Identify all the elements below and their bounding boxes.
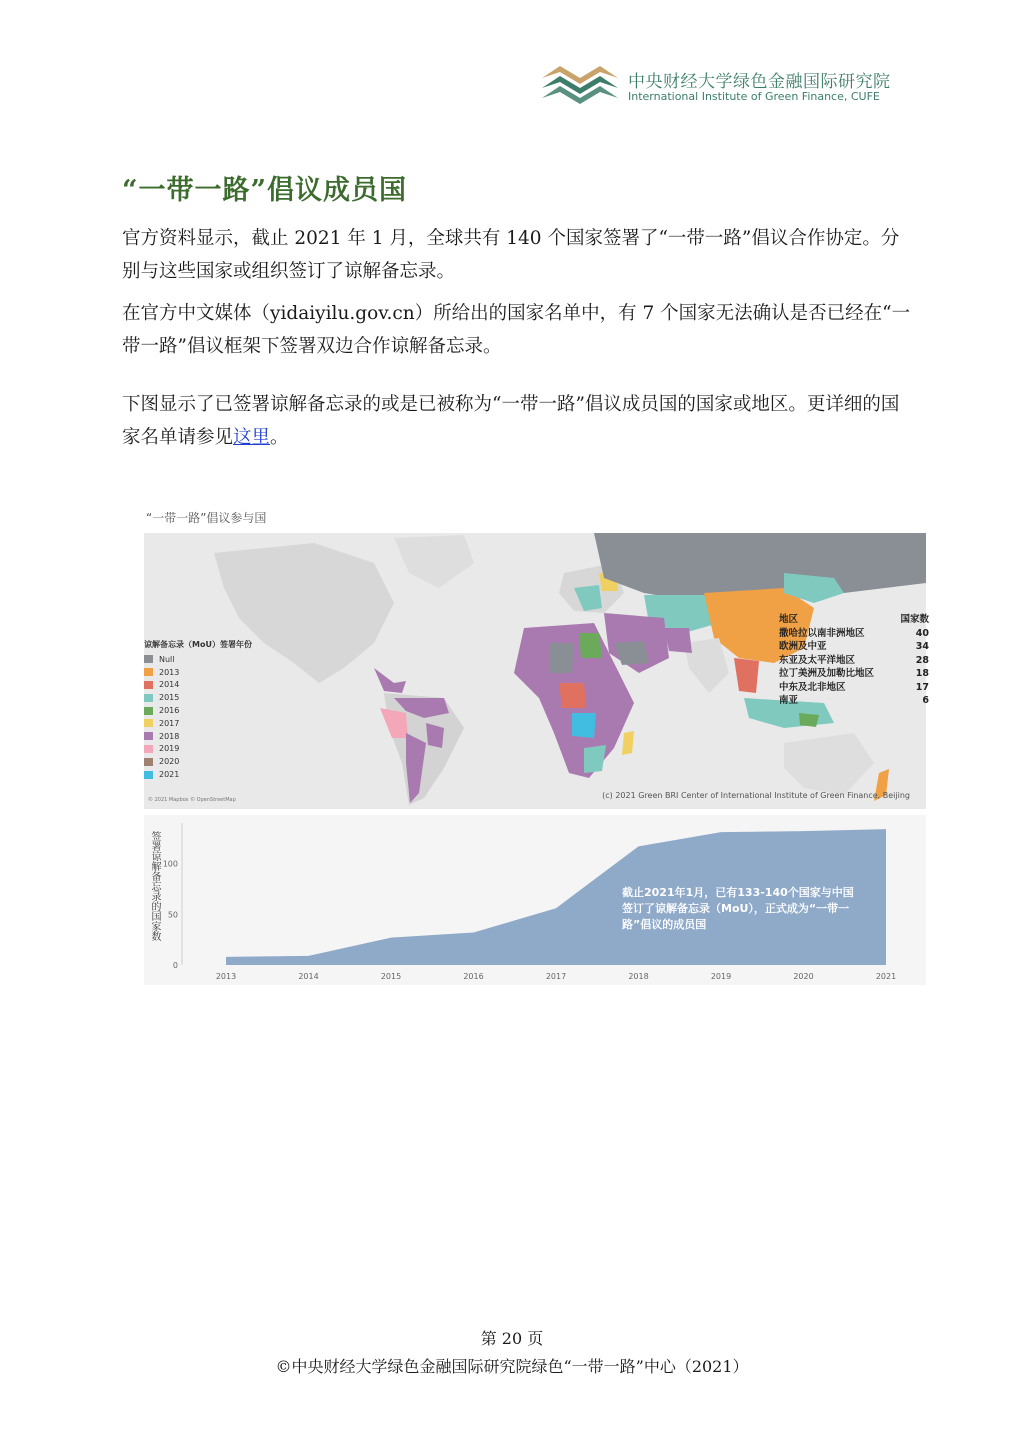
legend-item bbox=[144, 755, 274, 768]
legend-item bbox=[144, 704, 274, 717]
x-tick-label: 2017 bbox=[545, 972, 567, 981]
x-tick-label: 2016 bbox=[463, 972, 484, 981]
legend-swatch bbox=[144, 719, 153, 727]
legend-swatch bbox=[144, 707, 153, 715]
y-axis-label: 签署谅解备忘录的国家数 bbox=[149, 831, 160, 941]
legend-label: 2021 bbox=[159, 770, 180, 780]
legend-label: 2013 bbox=[159, 667, 180, 677]
legend-swatch bbox=[144, 758, 153, 766]
region-row bbox=[779, 640, 929, 654]
map-legend bbox=[144, 639, 274, 781]
logo-mark-icon bbox=[538, 58, 622, 110]
logo-cn-text: 中央财经大学绿色金融国际研究院 bbox=[628, 72, 891, 92]
logo-en-text: International Institute of Green Finance, CUFE bbox=[628, 90, 880, 103]
x-tick-label: 2019 bbox=[710, 972, 732, 981]
x-tick-label: 2018 bbox=[628, 972, 649, 981]
copyright: ©中央财经大学绿色金融国际研究院绿色“一带一路”中心（2021） bbox=[275, 1357, 749, 1376]
legend-swatch bbox=[144, 732, 153, 740]
region-row bbox=[779, 681, 929, 695]
region-count: 17 bbox=[915, 681, 929, 693]
legend-swatch bbox=[144, 694, 153, 702]
x-tick-label: 2020 bbox=[793, 972, 814, 981]
legend-label: 2015 bbox=[159, 693, 180, 703]
region-count: 34 bbox=[915, 641, 929, 652]
legend-swatch bbox=[144, 681, 153, 689]
mou-area-chart bbox=[144, 815, 926, 985]
figure bbox=[140, 505, 930, 985]
region-count: 40 bbox=[915, 627, 929, 639]
world-map bbox=[144, 533, 929, 809]
region-name: 拉丁美洲及加勒比地区 bbox=[779, 668, 875, 679]
x-tick-label: 2021 bbox=[875, 972, 897, 981]
count-header: 国家数 bbox=[900, 614, 929, 625]
region-name: 中东及北非地区 bbox=[779, 681, 846, 693]
legend-label: Null bbox=[159, 654, 175, 664]
country-list-link[interactable]: 这里 bbox=[233, 427, 271, 448]
logo bbox=[538, 58, 898, 114]
y-tick-label: 50 bbox=[167, 910, 178, 920]
paragraph-2: 在官方中文媒体（yidaiyilu.gov.cn）所给出的国家名单中，有 7 个国家无法确认是否已经在“一带一路”倡议框架下签署双边合作谅解备忘录。 bbox=[122, 303, 911, 357]
region-row bbox=[779, 654, 929, 668]
paragraph-1: 官方资料显示，截止 2021 年 1 月，全球共有 140 个国家签署了“一带一路”倡议合作协定。分别与这些国家或组织签订了谅解备忘录。 bbox=[122, 228, 900, 282]
region-row bbox=[779, 627, 929, 641]
legend-item bbox=[144, 768, 274, 781]
page-number: 第 20 页 bbox=[480, 1329, 544, 1348]
region-name: 撒哈拉以南非洲地区 bbox=[779, 627, 865, 639]
legend-label: 2018 bbox=[159, 731, 180, 741]
region-count: 18 bbox=[915, 668, 929, 679]
region-row bbox=[779, 694, 929, 708]
region-count: 6 bbox=[922, 695, 929, 706]
legend-swatch bbox=[144, 655, 153, 663]
legend-swatch bbox=[144, 668, 153, 676]
legend-swatch bbox=[144, 745, 153, 753]
legend-label: 2019 bbox=[159, 744, 180, 754]
legend-label: 2017 bbox=[159, 718, 180, 728]
paragraph-3-text: 下图显示了已签署谅解备忘录的或是已被称为“一带一路”倡议成员国的国家或地区。更详细的国家名单请参见 bbox=[122, 394, 900, 448]
legend-label: 2020 bbox=[159, 757, 180, 767]
map-credit: (c) 2021 Green BRI Center of International Institute of Green Finance, Beijing bbox=[602, 791, 910, 800]
legend-label: 2016 bbox=[159, 706, 180, 716]
paragraph-3 bbox=[122, 388, 912, 454]
chart-annotation: 截止2021年1月，已有133-140个国家与中国签订了谅解备忘录（MoU），正式成为“一带一路”倡议的成员国 bbox=[622, 886, 854, 931]
legend-item bbox=[144, 743, 274, 756]
section-title: “一带一路”倡议成员国 bbox=[122, 175, 408, 206]
legend-item bbox=[144, 730, 274, 743]
legend-item bbox=[144, 717, 274, 730]
legend-label: 2014 bbox=[159, 680, 180, 690]
region-count: 28 bbox=[915, 654, 929, 666]
y-tick-label: 100 bbox=[162, 859, 178, 869]
region-table bbox=[779, 613, 929, 708]
figure-title: “一带一路”倡议参与国 bbox=[146, 511, 267, 525]
x-tick-label: 2015 bbox=[380, 972, 402, 981]
legend-item bbox=[144, 691, 274, 704]
legend-title: 谅解备忘录（MoU）签署年份 bbox=[144, 640, 252, 649]
x-tick-label: 2014 bbox=[298, 972, 319, 981]
region-name: 东亚及太平洋地区 bbox=[779, 654, 856, 666]
x-tick-label: 2013 bbox=[215, 972, 237, 981]
region-header: 地区 bbox=[779, 614, 799, 625]
region-name: 欧洲及中亚 bbox=[779, 641, 827, 652]
region-row bbox=[779, 667, 929, 681]
paragraph-3-end: 。 bbox=[270, 427, 289, 448]
legend-swatch bbox=[144, 771, 153, 779]
region-name: 南亚 bbox=[779, 695, 799, 706]
legend-item bbox=[144, 666, 274, 679]
legend-item bbox=[144, 679, 274, 692]
y-tick-label: 0 bbox=[172, 961, 178, 970]
mapbox-credit: © 2021 Mapbox © OpenStreetMap bbox=[148, 797, 236, 803]
legend-item bbox=[144, 653, 274, 666]
